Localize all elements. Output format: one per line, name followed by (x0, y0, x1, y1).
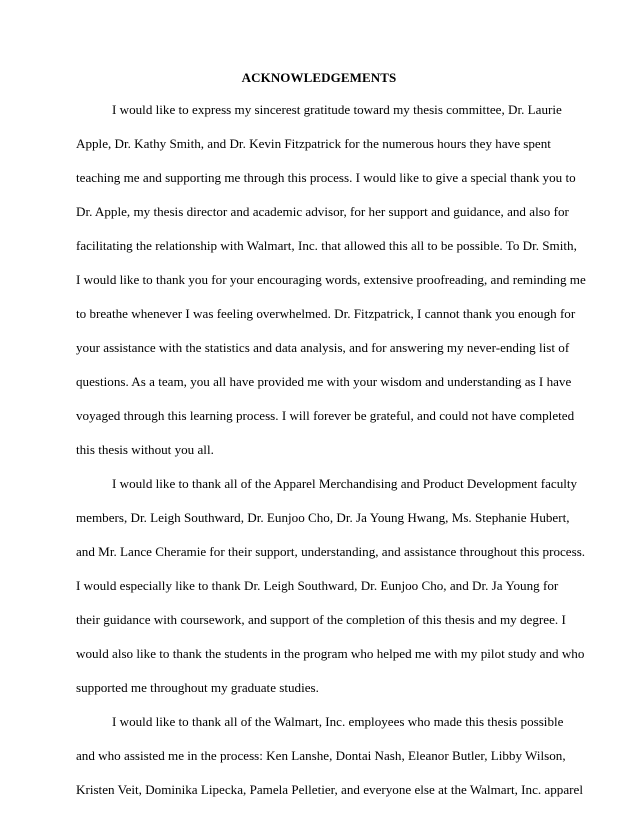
paragraph-3-line-1: I would like to thank all of the Walmart, Inc. employees who made this thesis possible (112, 714, 564, 729)
paragraph-2-line-3: and Mr. Lance Cheramie for their support, understanding, and assistance throughout this process. (76, 544, 586, 559)
paragraph-2-line-5: their guidance with coursework, and support of the completion of this thesis and my degree. I (76, 612, 566, 627)
paragraph-1-line-9: questions. As a team, you all have provided me with your wisdom and understanding as I have (76, 374, 572, 389)
paragraph-1-line-4: Dr. Apple, my thesis director and academic advisor, for her support and guidance, and also for (76, 204, 569, 219)
paragraph-1-line-1: I would like to express my sincerest gratitude toward my thesis committee, Dr. Laurie (112, 102, 562, 117)
paragraph-3-line-2: and who assisted me in the process: Ken Lanshe, Dontai Nash, Eleanor Butler, Libby Wilson, (76, 748, 566, 763)
paragraph-1-line-5: facilitating the relationship with Walmart, Inc. that allowed this all to be possible. To Dr. Smith, (76, 238, 577, 253)
paragraph-1-line-10: voyaged through this learning process. I will forever be grateful, and could not have completed (76, 408, 575, 423)
paragraph-2-line-2: members, Dr. Leigh Southward, Dr. Eunjoo Cho, Dr. Ja Young Hwang, Ms. Stephanie Hubert, (76, 510, 570, 525)
paragraph-2-line-7: supported me throughout my graduate studies. (76, 680, 319, 695)
paragraph-1-line-3: teaching me and supporting me through this process. I would like to give a special thank you to (76, 170, 576, 185)
paragraph-1-line-7: to breathe whenever I was feeling overwhelmed. Dr. Fitzpatrick, I cannot thank you enough for (76, 306, 576, 321)
page-title: ACKNOWLEDGEMENTS (241, 70, 397, 85)
paragraph-3-line-3: Kristen Veit, Dominika Lipecka, Pamela Pelletier, and everyone else at the Walmart, Inc. apparel (76, 782, 583, 797)
paragraph-2-line-4: I would especially like to thank Dr. Leigh Southward, Dr. Eunjoo Cho, and Dr. Ja Young for (76, 578, 559, 593)
paragraph-1-line-8: your assistance with the statistics and data analysis, and for answering my never-ending list of (76, 340, 570, 355)
paragraph-2-line-6: would also like to thank the students in the program who helped me with my pilot study and who (76, 646, 585, 661)
paragraph-1-line-6: I would like to thank you for your encouraging words, extensive proofreading, and reminding me (76, 272, 586, 287)
paragraph-2-line-1: I would like to thank all of the Apparel Merchandising and Product Development faculty (112, 476, 578, 491)
paragraph-1-line-2: Apple, Dr. Kathy Smith, and Dr. Kevin Fitzpatrick for the numerous hours they have spent (76, 136, 551, 151)
paragraph-1-line-11: this thesis without you all. (76, 442, 214, 457)
